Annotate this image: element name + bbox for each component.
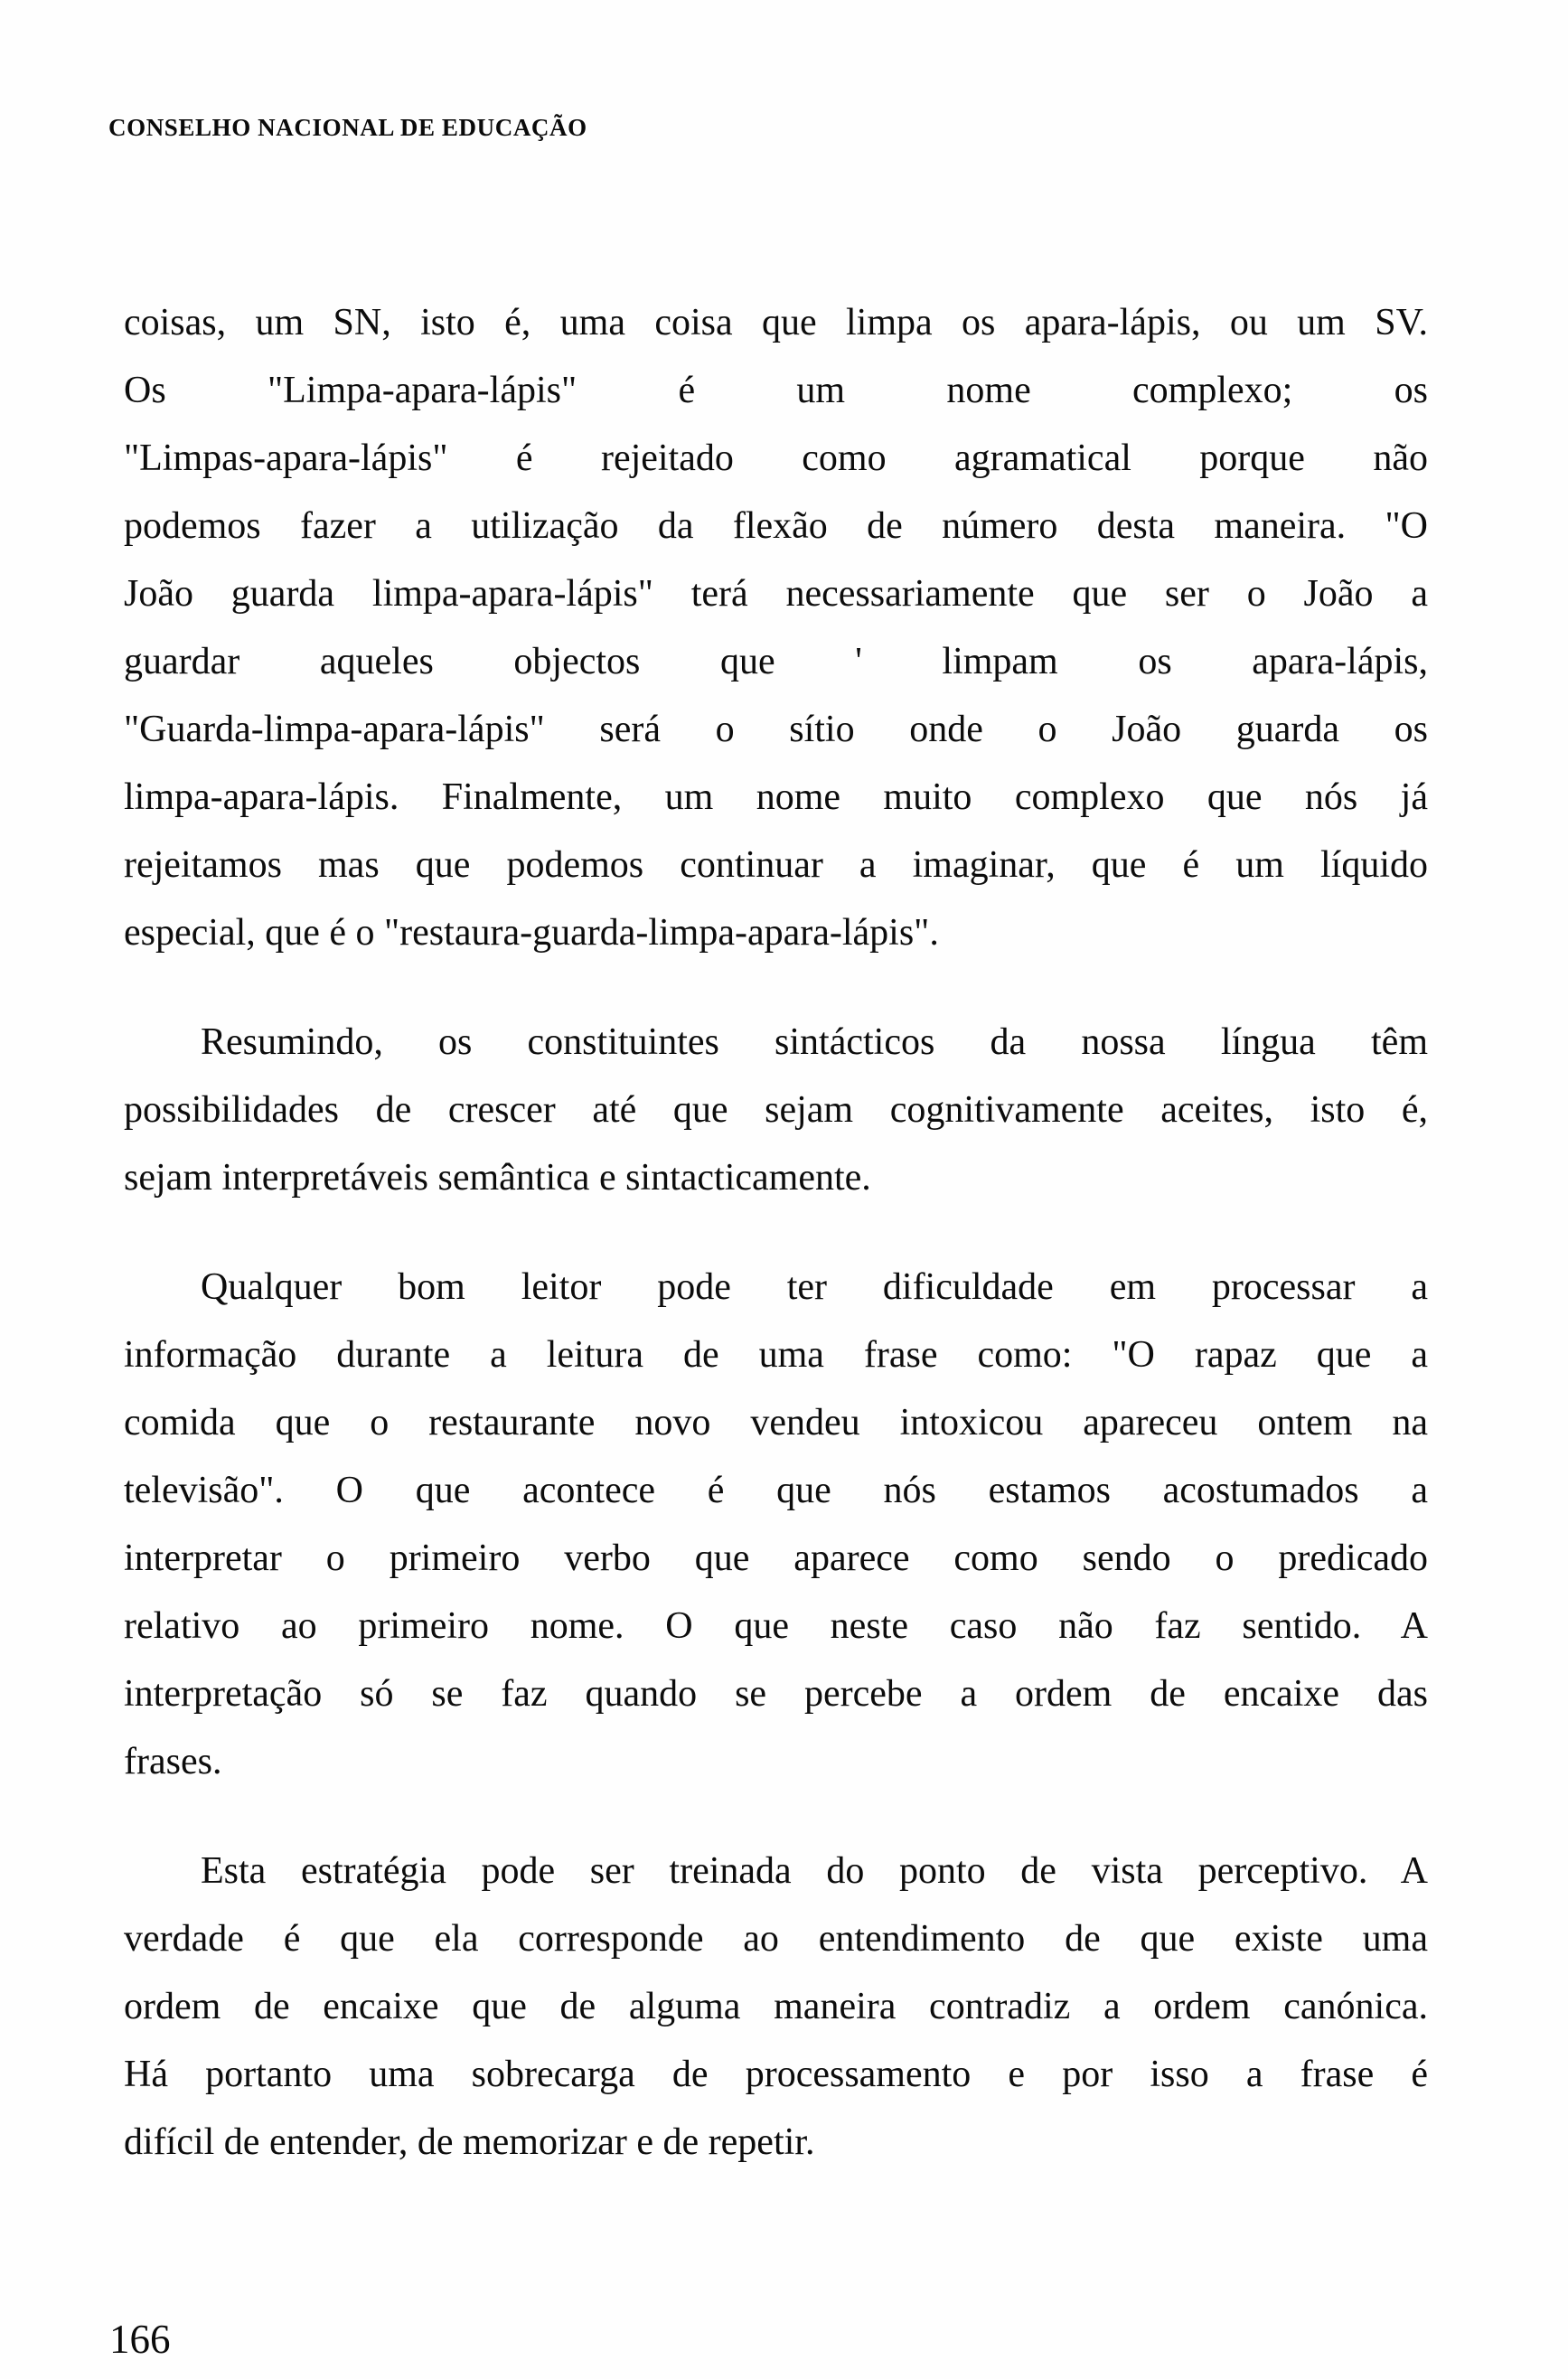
text-line: comida que o restaurante novo vendeu intoxicou apareceu ontem na xyxy=(124,1402,1428,1443)
text-line: interpretação só se faz quando se percebe a ordem de encaixe das xyxy=(124,1673,1428,1715)
text-line: Qualquer bom leitor pode ter dificuldade em processar a xyxy=(201,1266,1428,1308)
text-line: difícil de entender, de memorizar e de repetir. xyxy=(124,2121,815,2163)
text-line: Os "Limpa-apara-lápis" é um nome complexo; os xyxy=(124,370,1428,411)
paragraph xyxy=(124,1838,1428,2177)
text-line: João guarda limpa-apara-lápis" terá necessariamente que ser o João a xyxy=(124,573,1428,615)
text-line: ordem de encaixe que de alguma maneira contradiz a ordem canónica. xyxy=(124,1986,1428,2027)
text-line: interpretar o primeiro verbo que aparece como sendo o predicado xyxy=(124,1537,1428,1579)
running-header: CONSELHO NACIONAL DE EDUCAÇÃO xyxy=(108,114,587,141)
text-line: rejeitamos mas que podemos continuar a imaginar, que é um líquido xyxy=(124,844,1428,886)
text-line: especial, que é o "restaura-guarda-limpa-apara-lápis". xyxy=(124,912,939,954)
text-line: coisas, um SN, isto é, uma coisa que limpa os apara-lápis, ou um SV. xyxy=(124,302,1428,343)
text-line: televisão". O que acontece é que nós estamos acostumados a xyxy=(124,1470,1428,1511)
text-line: possibilidades de crescer até que sejam cognitivamente aceites, isto é, xyxy=(124,1089,1428,1131)
text-line: verdade é que ela corresponde ao entendimento de que existe uma xyxy=(124,1918,1428,1960)
text-block xyxy=(124,289,1428,2177)
text-line: limpa-apara-lápis. Finalmente, um nome muito complexo que nós já xyxy=(124,776,1428,818)
text-line: guardar aqueles objectos que ' limpam os apara-lápis, xyxy=(124,641,1428,682)
text-line: relativo ao primeiro nome. O que neste caso não faz sentido. A xyxy=(124,1605,1428,1647)
paragraph xyxy=(124,1009,1428,1212)
text-line: frases. xyxy=(124,1741,222,1782)
paragraph xyxy=(124,1254,1428,1796)
text-line: Resumindo, os constituintes sintácticos da nossa língua têm xyxy=(201,1021,1428,1063)
text-line: "Limpas-apara-lápis" é rejeitado como agramatical porque não xyxy=(124,437,1428,479)
text-line: informação durante a leitura de uma frase como: "O rapaz que a xyxy=(124,1334,1428,1376)
text-line: podemos fazer a utilização da flexão de número desta maneira. "O xyxy=(124,505,1428,547)
paragraph xyxy=(124,289,1428,967)
text-line: sejam interpretáveis semântica e sintacticamente. xyxy=(124,1157,871,1199)
text-line: Esta estratégia pode ser treinada do ponto de vista perceptivo. A xyxy=(201,1850,1428,1892)
page-number: 166 xyxy=(109,2317,171,2362)
text-line: "Guarda-limpa-apara-lápis" será o sítio onde o João guarda os xyxy=(124,709,1428,750)
text-line: Há portanto uma sobrecarga de processamento e por isso a frase é xyxy=(124,2054,1428,2095)
